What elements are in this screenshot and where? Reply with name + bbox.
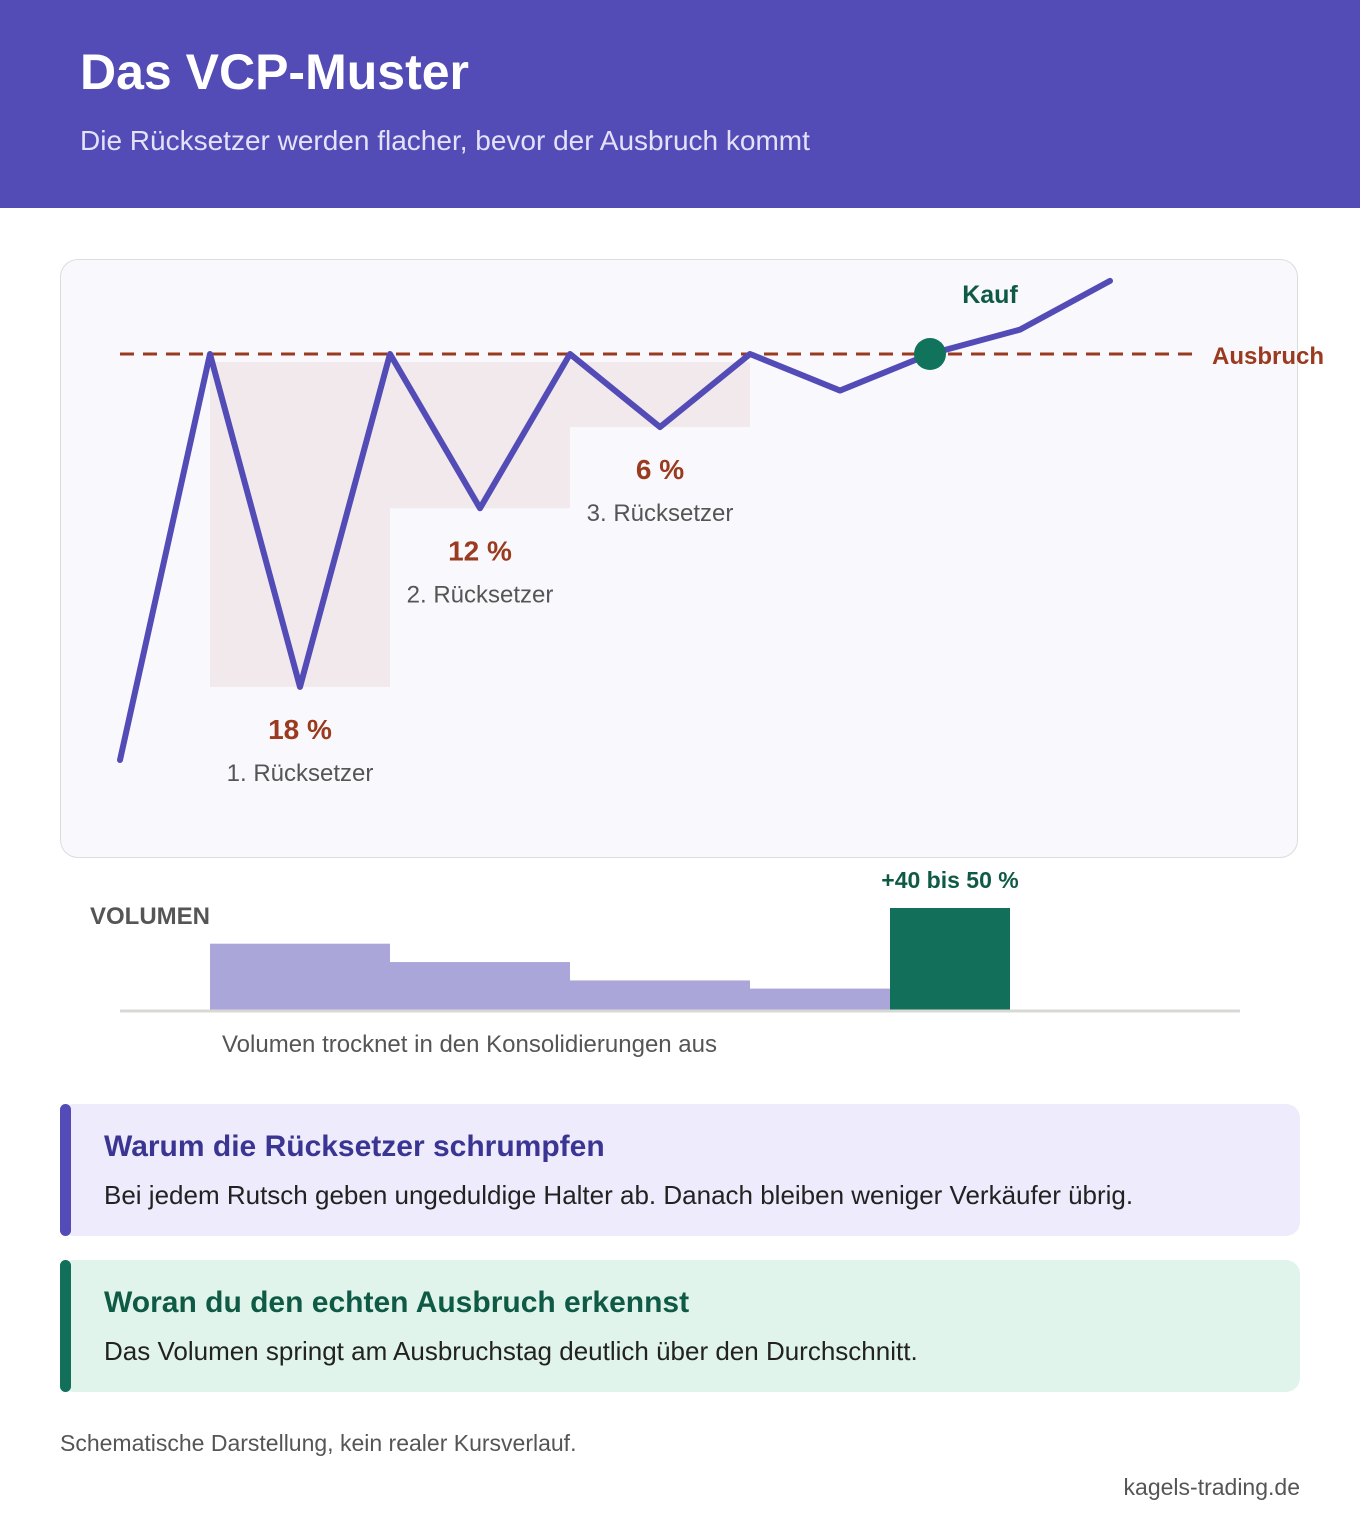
volume-bar: [210, 944, 390, 1010]
pullback-depth-label: 12 %: [448, 535, 512, 567]
footnote: Schematische Darstellung, kein realer Kursverlauf.: [60, 1430, 577, 1456]
pullback-name-label: 2. Rücksetzer: [406, 581, 554, 609]
pullback-shade-2: [390, 362, 570, 508]
info-box-accent-bar: [60, 1260, 71, 1392]
volume-bar: [570, 980, 750, 1010]
volume-breakout-annotation: +40 bis 50 %: [881, 867, 1019, 893]
pullback-name-label: 3. Rücksetzer: [586, 500, 734, 528]
volume-title: VOLUMEN: [90, 903, 210, 930]
info-box-title: Woran du den echten Ausbruch erkennst: [104, 1286, 690, 1319]
pullback-name-label: 1. Rücksetzer: [226, 759, 374, 787]
volume-bar: [750, 989, 890, 1010]
breakout-level-label: Ausbruch: [1212, 343, 1325, 370]
buy-point-label: Kauf: [962, 281, 1018, 309]
info-box-text: Bei jedem Rutsch geben ungeduldige Halter ab. Danach bleiben weniger Verkäufer übrig.: [104, 1180, 1134, 1210]
volume-bar: [390, 962, 570, 1010]
info-box-pullbacks: [60, 1104, 1300, 1236]
volume-caption: Volumen trocknet in den Konsolidierungen aus: [222, 1031, 717, 1058]
info-box-text: Das Volumen springt am Ausbruchstag deutlich über den Durchschnitt.: [104, 1336, 918, 1366]
info-box-breakout: [60, 1260, 1300, 1392]
volume-bars: [210, 908, 1010, 1010]
pullback-depth-label: 6 %: [635, 454, 685, 486]
pullback-shade-1: [210, 362, 390, 687]
info-box-title: Warum die Rücksetzer schrumpfen: [104, 1130, 605, 1163]
page-title: Das VCP-Muster: [80, 44, 469, 100]
buy-point-marker: [914, 338, 946, 370]
source-link[interactable]: kagels-trading.de: [1123, 1474, 1300, 1500]
page-subtitle: Die Rücksetzer werden flacher, bevor der Ausbruch kommt: [80, 125, 810, 156]
pullback-depth-label: 18 %: [268, 713, 332, 745]
info-box-accent-bar: [60, 1104, 71, 1236]
pullback-shade-3: [570, 362, 750, 427]
volume-bar-breakout: [890, 908, 1010, 1010]
